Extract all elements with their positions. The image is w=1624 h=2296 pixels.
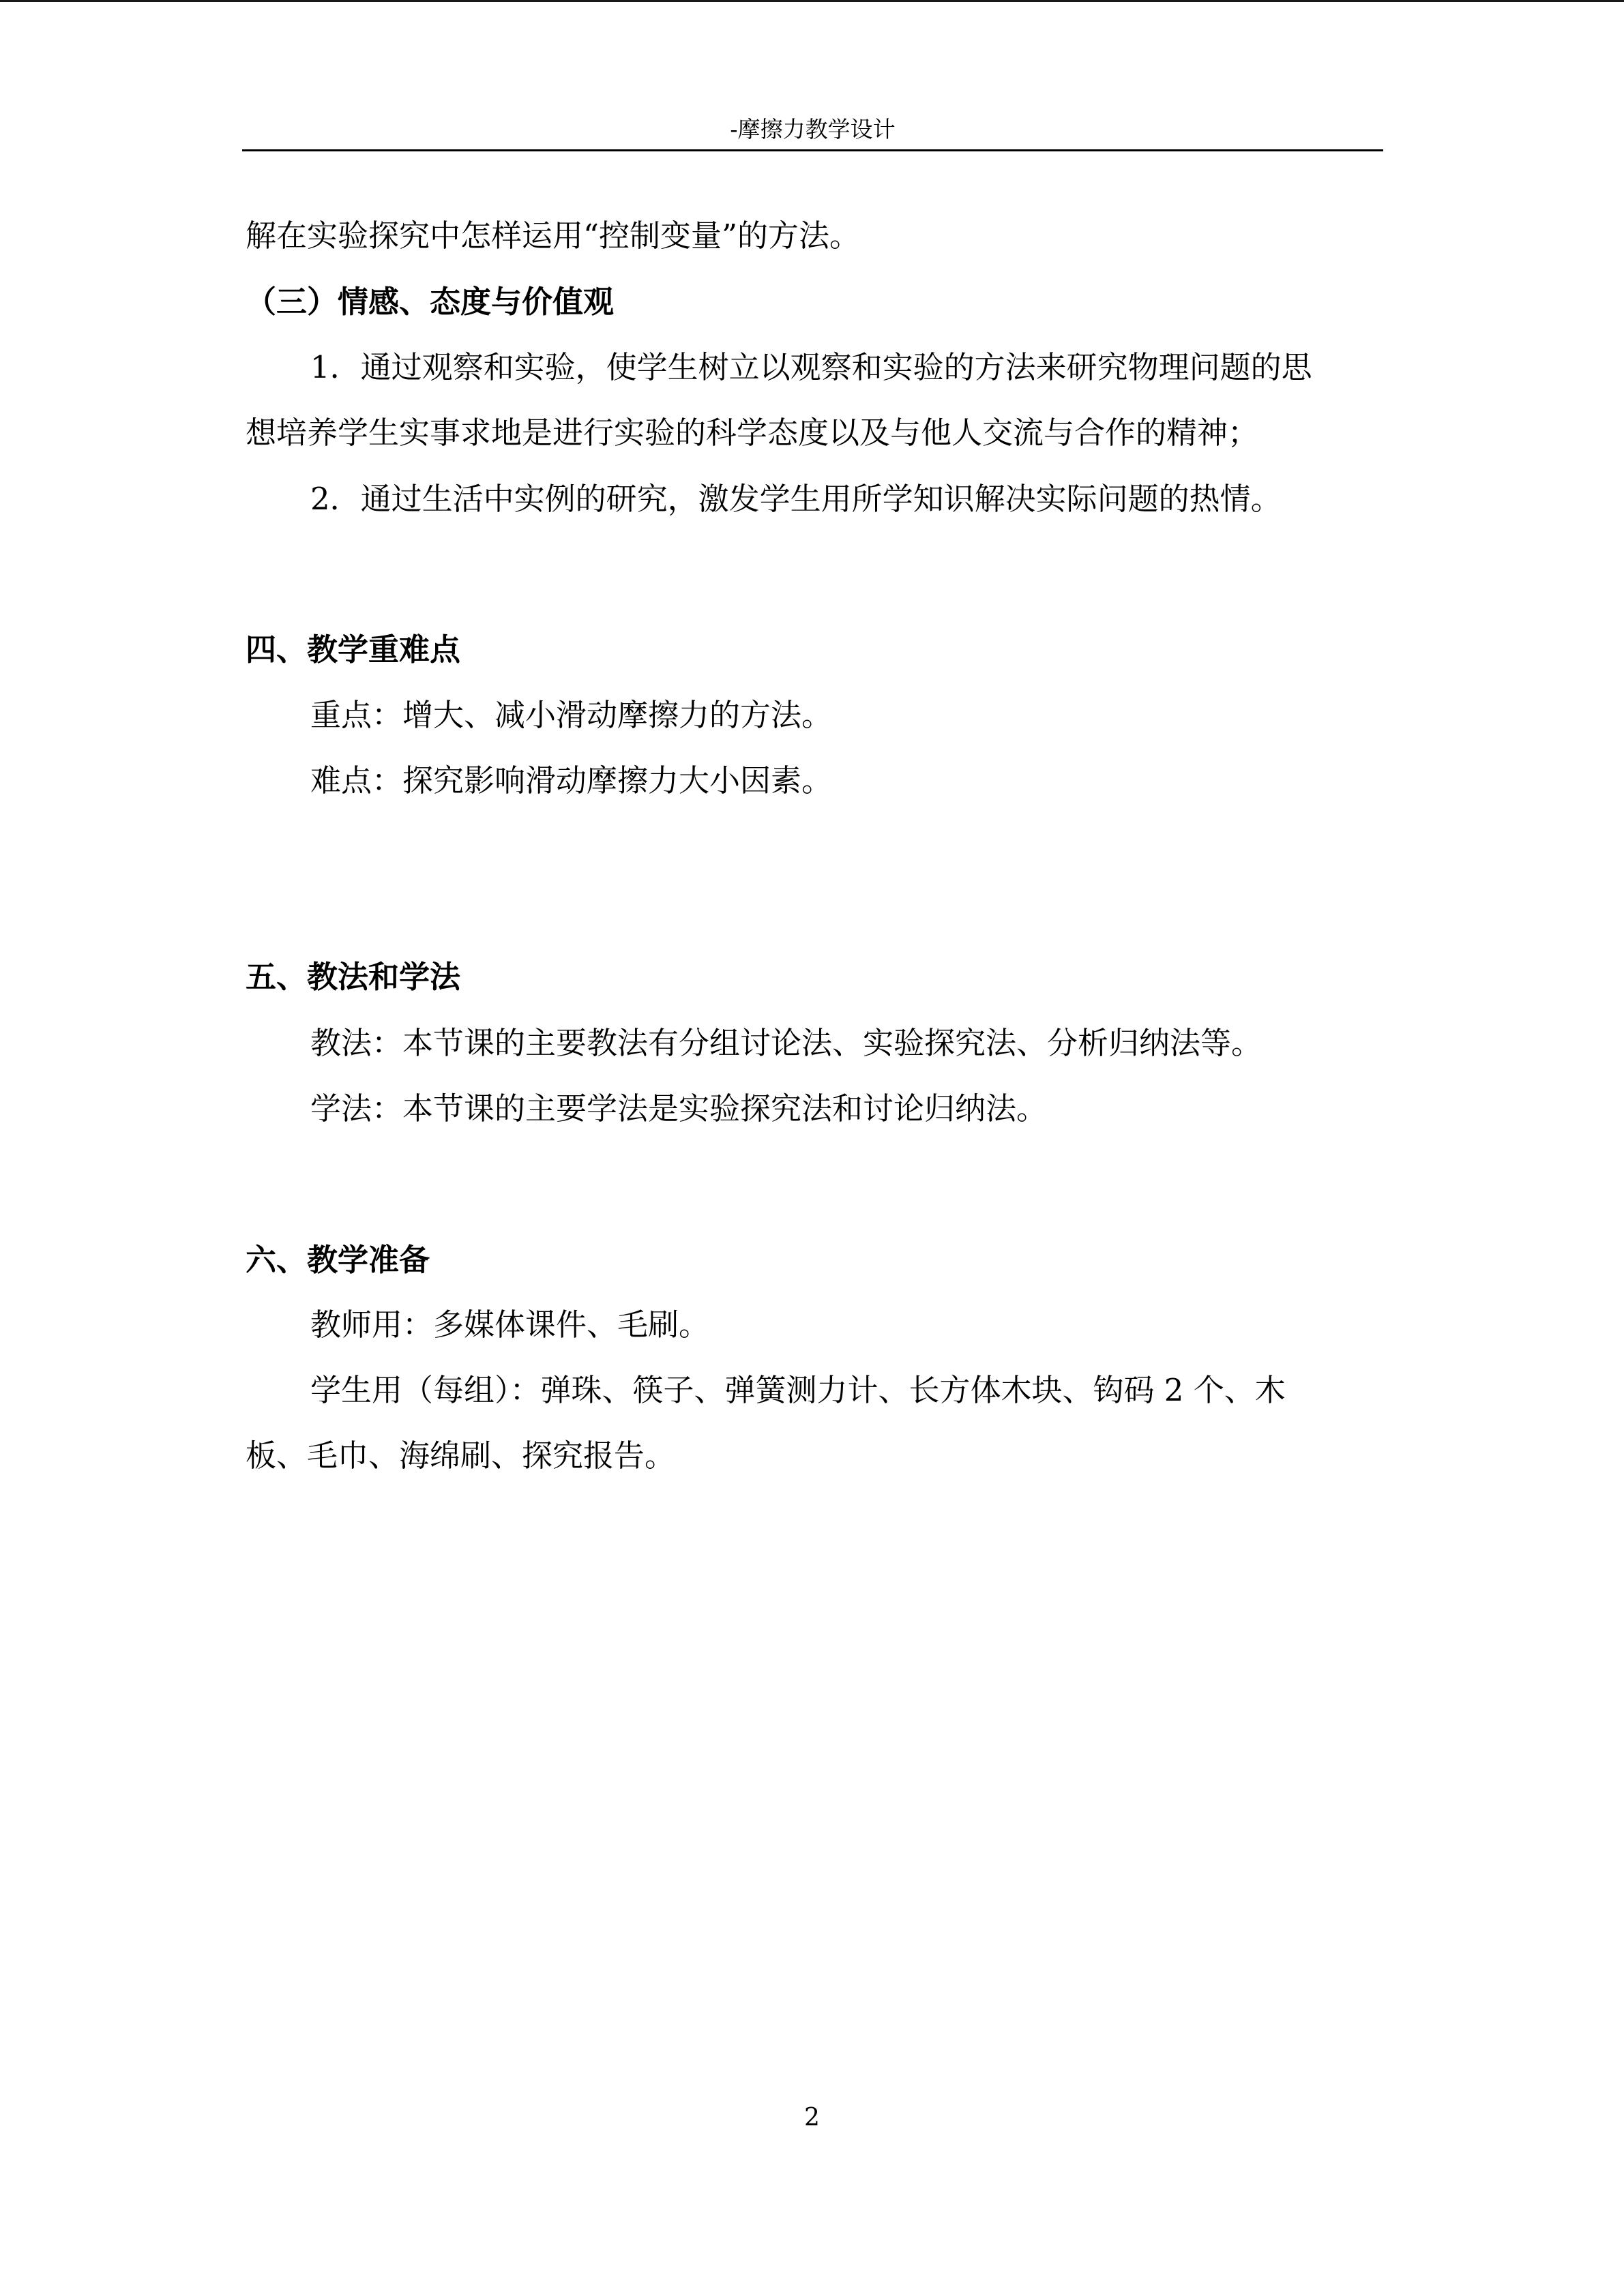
page-top-border xyxy=(0,0,1624,2)
subsection-heading-attitudes: （三）情感、态度与价值观 xyxy=(246,284,615,320)
page-number: 2 xyxy=(804,2104,820,2132)
header-divider xyxy=(242,149,1383,151)
section-heading-preparation: 六、教学准备 xyxy=(246,1242,430,1278)
difficult-point-text: 难点：探究影响滑动摩擦力大小因素。 xyxy=(310,762,833,799)
teaching-method-text: 教法：本节课的主要教法有分组讨论法、实验探究法、分析归纳法等。 xyxy=(310,1025,1263,1061)
paragraph-line: 2．通过生活中实例的研究，激发学生用所学知识解决实际问题的热情。 xyxy=(310,481,1282,517)
paragraph-line: 解在实验探究中怎样运用“控制变量”的方法。 xyxy=(246,218,861,254)
student-materials-text: 学生用（每组）：弹珠、筷子、弹簧测力计、长方体木块、钩码 2 个、木 xyxy=(310,1372,1286,1408)
section-heading-key-difficult-points: 四、教学重难点 xyxy=(246,631,461,668)
section-heading-methods: 五、教法和学法 xyxy=(246,959,461,995)
page-header-title: -摩擦力教学设计 xyxy=(730,116,896,143)
paragraph-line: 想培养学生实事求地是进行实验的科学态度以及与他人交流与合作的精神； xyxy=(246,415,1259,451)
teacher-materials-text: 教师用：多媒体课件、毛刷。 xyxy=(310,1307,710,1343)
learning-method-text: 学法：本节课的主要学法是实验探究法和讨论归纳法。 xyxy=(310,1090,1048,1127)
key-point-text: 重点：增大、减小滑动摩擦力的方法。 xyxy=(310,697,833,733)
paragraph-line: 1．通过观察和实验，使学生树立以观察和实验的方法来研究物理问题的思 xyxy=(310,349,1312,385)
student-materials-text-continued: 板、毛巾、海绵刷、探究报告。 xyxy=(246,1437,676,1474)
